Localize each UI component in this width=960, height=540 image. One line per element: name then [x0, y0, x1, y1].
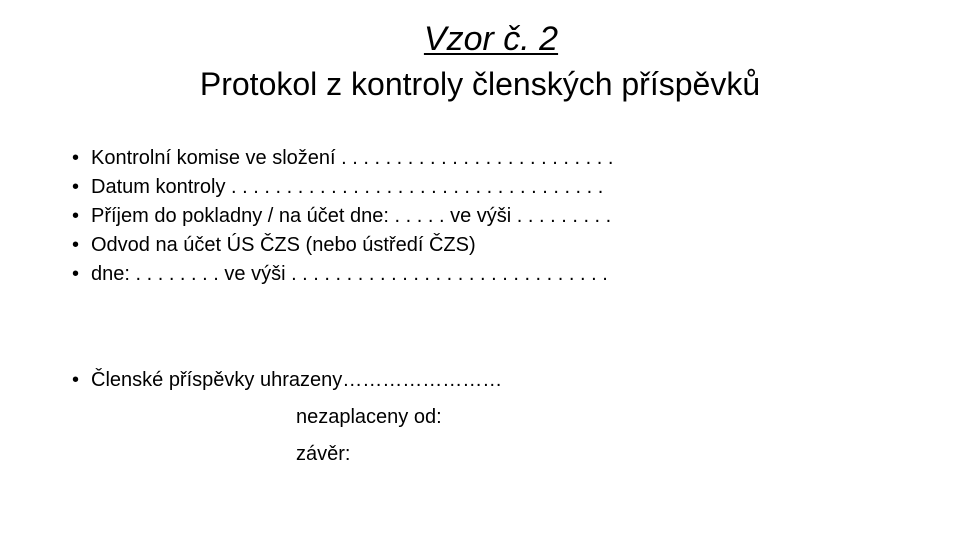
fees-unpaid-text: nezaplaceny od:	[296, 406, 442, 428]
list-item-text: Kontrolní komise ve složení . . . . . . . . . . . . . . . . . . . . . . . . .	[91, 147, 614, 169]
bullet-icon: •	[72, 369, 80, 391]
conclusion-text: závěr:	[296, 443, 351, 465]
fees-list	[72, 366, 502, 395]
bullet-icon: •	[72, 205, 80, 227]
bullet-icon: •	[72, 147, 80, 169]
list-item-income	[72, 202, 613, 231]
list-item-transfer-date	[72, 260, 613, 289]
list-item-text: Příjem do pokladny / na účet dne: . . . . . ve výši . . . . . . . . .	[91, 205, 612, 227]
bullet-icon: •	[72, 263, 80, 285]
list-item-transfer	[72, 231, 613, 260]
bullet-icon: •	[72, 234, 80, 256]
list-item-fees-paid	[72, 366, 502, 395]
document-subtitle: Vzor č. 2	[423, 20, 559, 58]
bullet-icon: •	[72, 176, 80, 198]
list-item-text: dne: . . . . . . . . ve výši . . . . . . . . . . . . . . . . . . . . . . . . . . . . .	[91, 263, 608, 285]
document-title: Protokol z kontroly členských příspěvků	[199, 66, 761, 102]
fees-paid-text: Členské příspěvky uhrazeny……………………	[91, 369, 503, 391]
info-list	[72, 144, 613, 289]
list-item-date	[72, 173, 613, 202]
list-item-text: Datum kontroly . . . . . . . . . . . . . . . . . . . . . . . . . . . . . . . . . .	[91, 176, 604, 198]
list-item-text: Odvod na účet ÚS ČZS (nebo ústředí ČZS)	[91, 234, 476, 256]
list-item-committee	[72, 144, 613, 173]
